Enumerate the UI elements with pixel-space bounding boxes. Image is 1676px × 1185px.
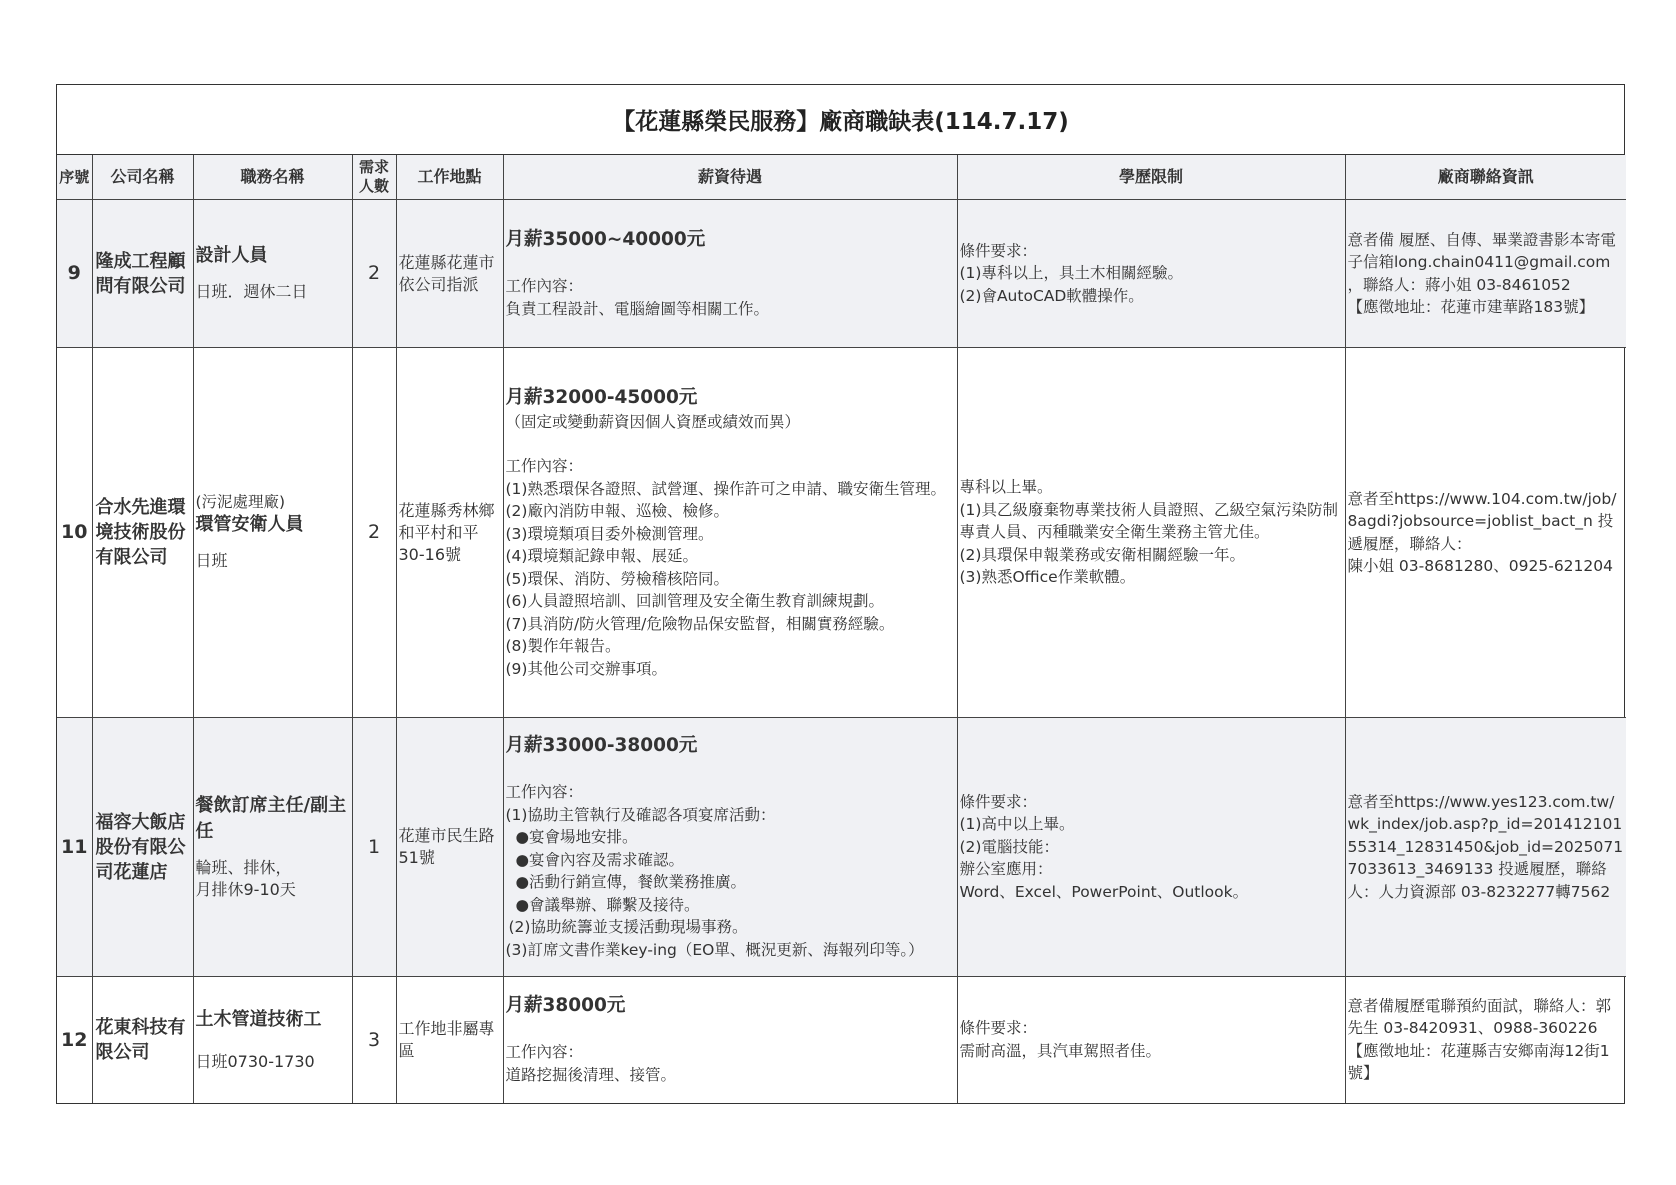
salary-line: (3)訂席文書作業key-ing（EO單、概況更新、海報列印等。） — [505, 940, 924, 959]
contact-line: 意者至https://www.yes123.com.tw/wk_index/job.asp?p_id=20141210155314_12831450&job_id=20250717033613_3469133 投遞履歷，聯絡人：人力資源部 03-8232277轉7562 — [1347, 792, 1624, 901]
row-company: 隆成工程顧問有限公司 — [92, 200, 193, 348]
job-shift: 輪班、排休， — [195, 857, 292, 877]
row-contact — [1345, 348, 1626, 718]
salary-line: (7)具消防/防火管理/危險物品保安監督，相關實務經驗。 — [505, 614, 895, 633]
row-requirements — [957, 718, 1345, 977]
row-location: 工作地非屬專區 — [396, 977, 503, 1103]
table-row — [57, 200, 1626, 348]
job-note: (污泥處理廠) — [195, 493, 286, 512]
salary-line: (5)環保、消防、勞檢稽核陪同。 — [505, 569, 729, 588]
salary-line: 工作內容： — [505, 277, 584, 295]
req-line: Word、Excel、PowerPoint、Outlook。 — [959, 882, 1249, 901]
salary-note: （固定或變動薪資因個人資歷或績效而異） — [505, 412, 801, 431]
job-shift-detail: 月排休9-10天 — [195, 880, 296, 899]
salary-line: (3)環境類項目委外檢測管理。 — [505, 524, 714, 543]
salary-line: (9)其他公司交辦事項。 — [505, 659, 667, 678]
salary-amount: 月薪35000~40000元 — [505, 229, 706, 250]
row-company: 花東科技有限公司 — [92, 977, 193, 1103]
contact-line: 【應徵地址：花蓮縣吉安鄉南海12街1號】 — [1347, 1041, 1610, 1083]
row-seq: 10 — [57, 348, 92, 718]
row-seq: 9 — [57, 200, 92, 348]
contact-line: 【應徵地址：花蓮市建華路183號】 — [1347, 298, 1595, 316]
salary-line: 道路挖掘後清理、接管。 — [505, 1065, 677, 1084]
salary-line: 工作內容： — [505, 783, 584, 801]
row-company: 合水先進環境技術股份有限公司 — [92, 348, 193, 718]
row-requirements — [957, 977, 1345, 1103]
header-location: 工作地點 — [396, 155, 503, 200]
salary-line: ●活動行銷宣傳，餐飲業務推廣。 — [515, 873, 747, 891]
row-salary — [503, 348, 957, 718]
req-line: 條件要求： — [959, 792, 1038, 811]
row-salary — [503, 977, 957, 1103]
salary-line: (1)協助主管執行及確認各項宴席活動： — [505, 805, 776, 824]
req-line: (2)會AutoCAD軟體操作。 — [959, 286, 1144, 305]
req-line: (1)專科以上，具土木相關經驗。 — [959, 264, 1183, 283]
row-count: 3 — [352, 977, 396, 1103]
req-line: 條件要求： — [959, 1019, 1038, 1038]
header-seq: 序號 — [57, 155, 92, 200]
header-row — [57, 155, 1626, 200]
salary-line: (8)製作年報告。 — [505, 637, 621, 656]
row-requirements — [957, 200, 1345, 348]
job-title: 設計人員 — [195, 245, 268, 267]
job-shift: 日班 — [195, 551, 228, 571]
row-job — [193, 348, 352, 718]
req-line: (1)具乙級廢棄物專業技術人員證照、乙級空氣污染防制專責人員、丙種職業安全衛生業務主管尤佳。 — [959, 500, 1338, 542]
row-count: 1 — [352, 718, 396, 977]
row-count: 2 — [352, 348, 396, 718]
header-company: 公司名稱 — [92, 155, 193, 200]
row-requirements — [957, 348, 1345, 718]
table-row — [57, 718, 1626, 977]
salary-amount: 月薪32000-45000元 — [505, 386, 698, 408]
salary-line: 負責工程設計、電腦繪圖等相關工作。 — [505, 299, 770, 318]
row-job — [193, 200, 352, 348]
req-line: (2)具環保申報業務或安衛相關經驗一年。 — [959, 545, 1245, 564]
row-location: 花蓮縣花蓮市依公司指派 — [396, 200, 503, 348]
row-job — [193, 977, 352, 1103]
header-salary: 薪資待遇 — [503, 155, 957, 200]
row-count: 2 — [352, 200, 396, 348]
header-job: 職務名稱 — [193, 155, 352, 200]
row-job — [193, 718, 352, 977]
row-salary — [503, 718, 957, 977]
row-seq: 11 — [57, 718, 92, 977]
salary-amount: 月薪33000-38000元 — [505, 735, 698, 756]
req-line: 辦公室應用： — [959, 860, 1053, 879]
req-line: 需耐高溫，具汽車駕照者佳。 — [959, 1041, 1162, 1060]
contact-line: 陳小姐 03-8681280、0925-621204 — [1347, 557, 1613, 575]
row-contact — [1345, 977, 1626, 1103]
salary-line: ●宴會內容及需求確認。 — [515, 850, 685, 869]
job-shift: 日班0730-1730 — [195, 1051, 315, 1071]
salary-line: 工作內容： — [505, 1043, 584, 1062]
job-title: 環管安衛人員 — [195, 514, 304, 536]
row-salary — [503, 200, 957, 348]
row-contact — [1345, 200, 1626, 348]
job-vacancy-sheet — [56, 84, 1625, 1104]
job-title: 土木管道技術工 — [195, 1008, 322, 1030]
salary-line: (1)熟悉環保各證照、試營運、操作許可之申請、職安衛生管理。 — [505, 479, 946, 498]
salary-line: (4)環境類記錄申報、展延。 — [505, 547, 698, 566]
page-title: 【花蓮縣榮民服務】廠商職缺表(114.7.17) — [57, 85, 1624, 155]
header-requirements: 學歷限制 — [957, 155, 1345, 200]
salary-line: (6)人員證照培訓、回訓管理及安全衛生教育訓練規劃。 — [505, 592, 884, 611]
row-location: 花蓮市民生路51號 — [396, 718, 503, 977]
contact-line: 意者備履歷電聯預約面試，聯絡人：郭先生 03-8420931、0988-360226 — [1347, 996, 1612, 1038]
row-company: 福容大飯店股份有限公司花蓮店 — [92, 718, 193, 977]
contact-line: 意者備 履歷、自傳、畢業證書影本寄電子信箱long.chain0411@gmail.com ，聯絡人：蔣小姐 03-8461052 — [1347, 230, 1616, 294]
req-line: 條件要求： — [959, 241, 1038, 260]
row-location: 花蓮縣秀林鄉和平村和平30-16號 — [396, 348, 503, 718]
salary-line: (2)廠內消防申報、巡檢、檢修。 — [505, 502, 729, 521]
table-row — [57, 348, 1626, 718]
req-line: 專科以上畢。 — [959, 478, 1053, 497]
salary-amount: 月薪38000元 — [505, 995, 626, 1017]
table-row — [57, 977, 1626, 1103]
row-contact — [1345, 718, 1626, 977]
job-title: 餐飲訂席主任/副主任 — [195, 794, 347, 842]
req-line: (3)熟悉Office作業軟體。 — [959, 568, 1136, 587]
job-shift: 日班．週休二日 — [195, 282, 308, 302]
contact-line: 意者至https://www.104.com.tw/job/8agdi?jobsource=joblist_bact_n 投遞履歷，聯絡人： — [1347, 489, 1617, 553]
salary-line: (2)協助統籌並支援活動現場事務。 — [508, 918, 748, 936]
header-count: 需求人數 — [352, 155, 396, 200]
header-contact: 廠商聯絡資訊 — [1345, 155, 1626, 200]
row-seq: 12 — [57, 977, 92, 1103]
salary-line: 工作內容： — [505, 457, 584, 476]
salary-line: ●會議舉辦、聯繫及接待。 — [515, 895, 700, 914]
req-line: (2)電腦技能： — [959, 837, 1059, 856]
salary-line: ●宴會場地安排。 — [515, 828, 638, 846]
vacancy-table — [57, 155, 1626, 1103]
req-line: (1)高中以上畢。 — [959, 815, 1075, 834]
